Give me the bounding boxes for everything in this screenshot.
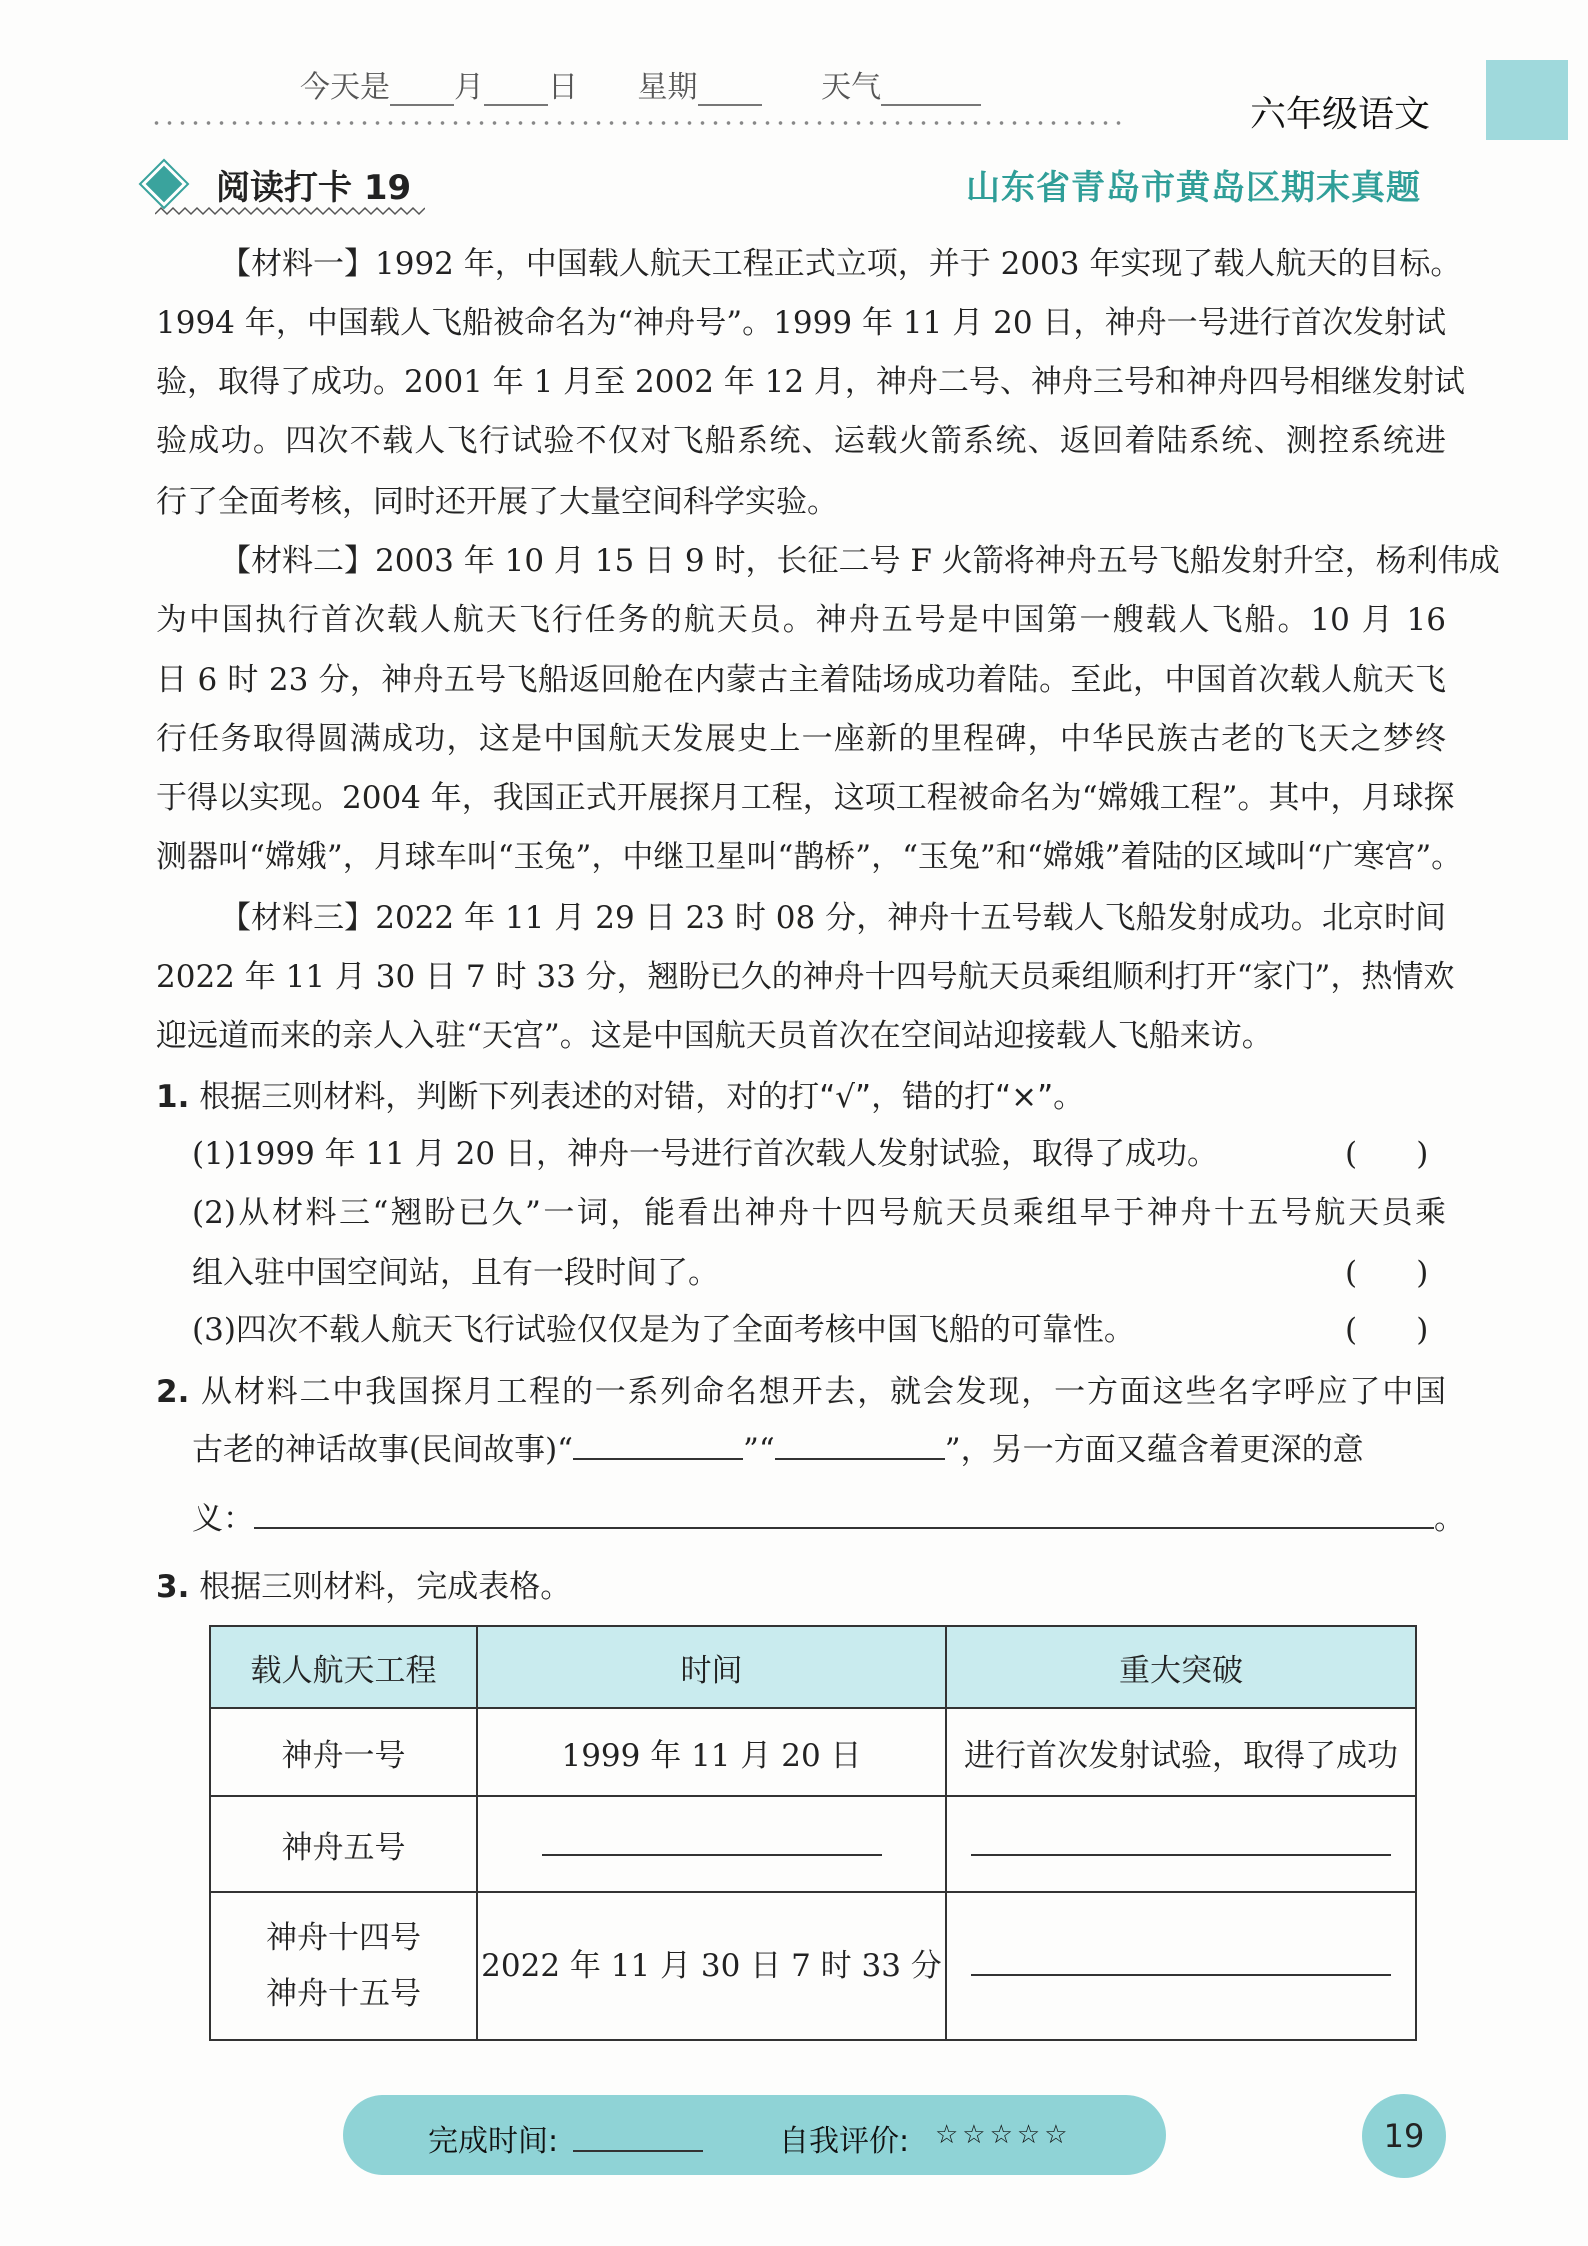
question-text: ”“ (743, 1432, 775, 1468)
material-1-line: 行了全面考核，同时还开展了大量空间科学实验。 (156, 484, 838, 520)
page-number: 19 (1362, 2094, 1446, 2178)
question-text: 根据三则材料，判断下列表述的对错，对的打“√”，错的打“×”。 (199, 1079, 1085, 1115)
material-1-line: 验成功。四次不载人飞行试验不仅对飞船系统、运载火箭系统、返回着陆系统、测控系统进 (156, 423, 1446, 459)
exam-source: 山东省青岛市黄岛区期末真题 (966, 168, 1421, 208)
q1-item-2: (2)从材料三“翘盼已久”一词，能看出神舟十四号航天员乘组早于神舟十五号航天员乘 (192, 1195, 1446, 1231)
spaceflight-table (209, 1625, 1417, 2041)
diamond-icon (141, 161, 186, 206)
table-row (210, 1796, 1416, 1892)
material-2-line: 行任务取得圆满成功，这是中国航天发展史上一座新的里程碑，中华民族古老的飞天之梦终 (156, 721, 1446, 757)
material-3-line: 迎远道而来的亲人入驻“天宫”。这是中国航天员首次在空间站迎接载人飞船来访。 (156, 1018, 1273, 1054)
table-row (210, 1708, 1416, 1796)
time-cell: 2022 年 11 月 30 日 7 时 33 分 (477, 1892, 946, 2040)
myth-answer-blank-2[interactable] (775, 1420, 945, 1460)
material-2-line: 【材料二】2003 年 10 月 15 日 9 时，长征二号 F 火箭将神舟五号飞船发射升空，杨利伟成 (220, 543, 1500, 579)
star-rating[interactable]: ☆☆☆☆☆ (935, 2120, 1072, 2150)
weekday-blank[interactable] (698, 76, 762, 106)
myth-answer-blank-1[interactable] (573, 1420, 743, 1460)
material-2-line: 测器叫“嫦娥”，月球车叫“玉兔”，中继卫星叫“鹊桥”，“玉兔”和“嫦娥”着陆的区域叫“广寒宫”。 (156, 839, 1463, 875)
day-blank[interactable] (484, 76, 548, 106)
section-title: 阅读打卡 19 (216, 168, 412, 208)
question-text: 根据三则材料，完成表格。 (199, 1569, 572, 1605)
breakthrough-cell (946, 1892, 1416, 2040)
project-cell (210, 1892, 477, 2040)
question-2-line3 (192, 1489, 1465, 1549)
q1-item-2-cont: 组入驻中国空间站，且有一段时间了。 (192, 1255, 719, 1291)
breakthrough-answer-blank[interactable] (971, 1944, 1391, 1976)
weather-label: 天气 (821, 70, 882, 105)
date-line (300, 62, 981, 106)
project-cell: 神舟五号 (210, 1796, 477, 1892)
month-label: 月 (454, 70, 484, 105)
project-name: 神舟十五号 (266, 1976, 421, 2012)
question-text: 从材料二中我国探月工程的一系列命名想开去，就会发现，一方面这些名字呼应了中国 (201, 1374, 1446, 1410)
time-cell (477, 1796, 946, 1892)
time-cell: 1999 年 11 月 20 日 (477, 1708, 946, 1796)
time-answer-blank[interactable] (542, 1824, 882, 1856)
finish-time-label: 完成时间: (428, 2124, 559, 2159)
question-3 (156, 1557, 1446, 1617)
grade-subject-label: 六年级语文 (1250, 94, 1431, 135)
q1-answer-paren-2[interactable]: ( ) (1345, 1255, 1429, 1291)
today-label: 今天是 (300, 70, 390, 105)
question-number: 3. (156, 1569, 190, 1605)
project-name: 神舟十四号 (266, 1920, 421, 1956)
question-number: 1. (156, 1079, 190, 1115)
question-text: 。 (1434, 1501, 1465, 1537)
material-2-line: 日 6 时 23 分，神舟五号飞船返回舱在内蒙古主着陆场成功着陆。至此，中国首次载人航天飞 (156, 662, 1446, 698)
q1-item-3: (3)四次不载人航天飞行试验仅仅是为了全面考核中国飞船的可靠性。 (192, 1312, 1135, 1348)
column-header: 重大突破 (946, 1626, 1416, 1708)
column-header: 载人航天工程 (210, 1626, 477, 1708)
q1-answer-paren-3[interactable]: ( ) (1345, 1312, 1429, 1348)
question-text: 义： (192, 1501, 254, 1537)
material-3-line: 【材料三】2022 年 11 月 29 日 23 时 08 分，神舟十五号载人飞船发射成功。北京时间 (220, 900, 1446, 936)
material-1-line: 【材料一】1992 年，中国载人航天工程正式立项，并于 2003 年实现了载人航天的目标。 (220, 246, 1462, 282)
day-label: 日 (548, 70, 578, 105)
material-1-line: 1994 年，中国载人飞船被命名为“神舟号”。1999 年 11 月 20 日，神舟一号进行首次发射试 (156, 305, 1446, 341)
material-2-line: 为中国执行首次载人航天飞行任务的航天员。神舟五号是中国第一艘载人飞船。10 月 16 (156, 602, 1446, 638)
zigzag-underline (155, 206, 425, 216)
self-eval-label: 自我评价: (779, 2124, 910, 2159)
question-2 (156, 1362, 1446, 1422)
month-blank[interactable] (390, 76, 454, 106)
dotted-divider (150, 120, 1125, 126)
weekday-label: 星期 (637, 70, 698, 105)
weather-blank[interactable] (881, 76, 981, 106)
question-text: ”，另一方面又蕴含着更深的意 (944, 1432, 1364, 1468)
breakthrough-answer-blank[interactable] (971, 1824, 1391, 1856)
question-text: 古老的神话故事(民间故事)“ (192, 1432, 574, 1468)
q1-answer-paren-1[interactable]: ( ) (1345, 1136, 1429, 1172)
question-2-line2 (192, 1420, 1446, 1480)
material-1-line: 验，取得了成功。2001 年 1 月至 2002 年 12 月，神舟二号、神舟三号和神舟四号相继发射试 (156, 364, 1465, 400)
finish-time-blank[interactable] (573, 2120, 703, 2152)
breakthrough-cell: 进行首次发射试验，取得了成功 (946, 1708, 1416, 1796)
meaning-answer-blank[interactable] (254, 1489, 1434, 1529)
column-header: 时间 (477, 1626, 946, 1708)
breakthrough-cell (946, 1796, 1416, 1892)
table-row (210, 1892, 1416, 2040)
project-cell: 神舟一号 (210, 1708, 477, 1796)
q1-item-1: (1)1999 年 11 月 20 日，神舟一号进行首次载人发射试验，取得了成功。 (192, 1136, 1218, 1172)
material-2-line: 于得以实现。2004 年，我国正式开展探月工程，这项工程被命名为“嫦娥工程”。其中，月球探 (156, 780, 1455, 816)
question-number: 2. (156, 1374, 190, 1410)
page-tab-decoration (1486, 60, 1568, 140)
material-3-line: 2022 年 11 月 30 日 7 时 33 分，翘盼已久的神舟十四号航天员乘组顺利打开“家门”，热情欢 (156, 959, 1455, 995)
question-1 (156, 1067, 1446, 1127)
